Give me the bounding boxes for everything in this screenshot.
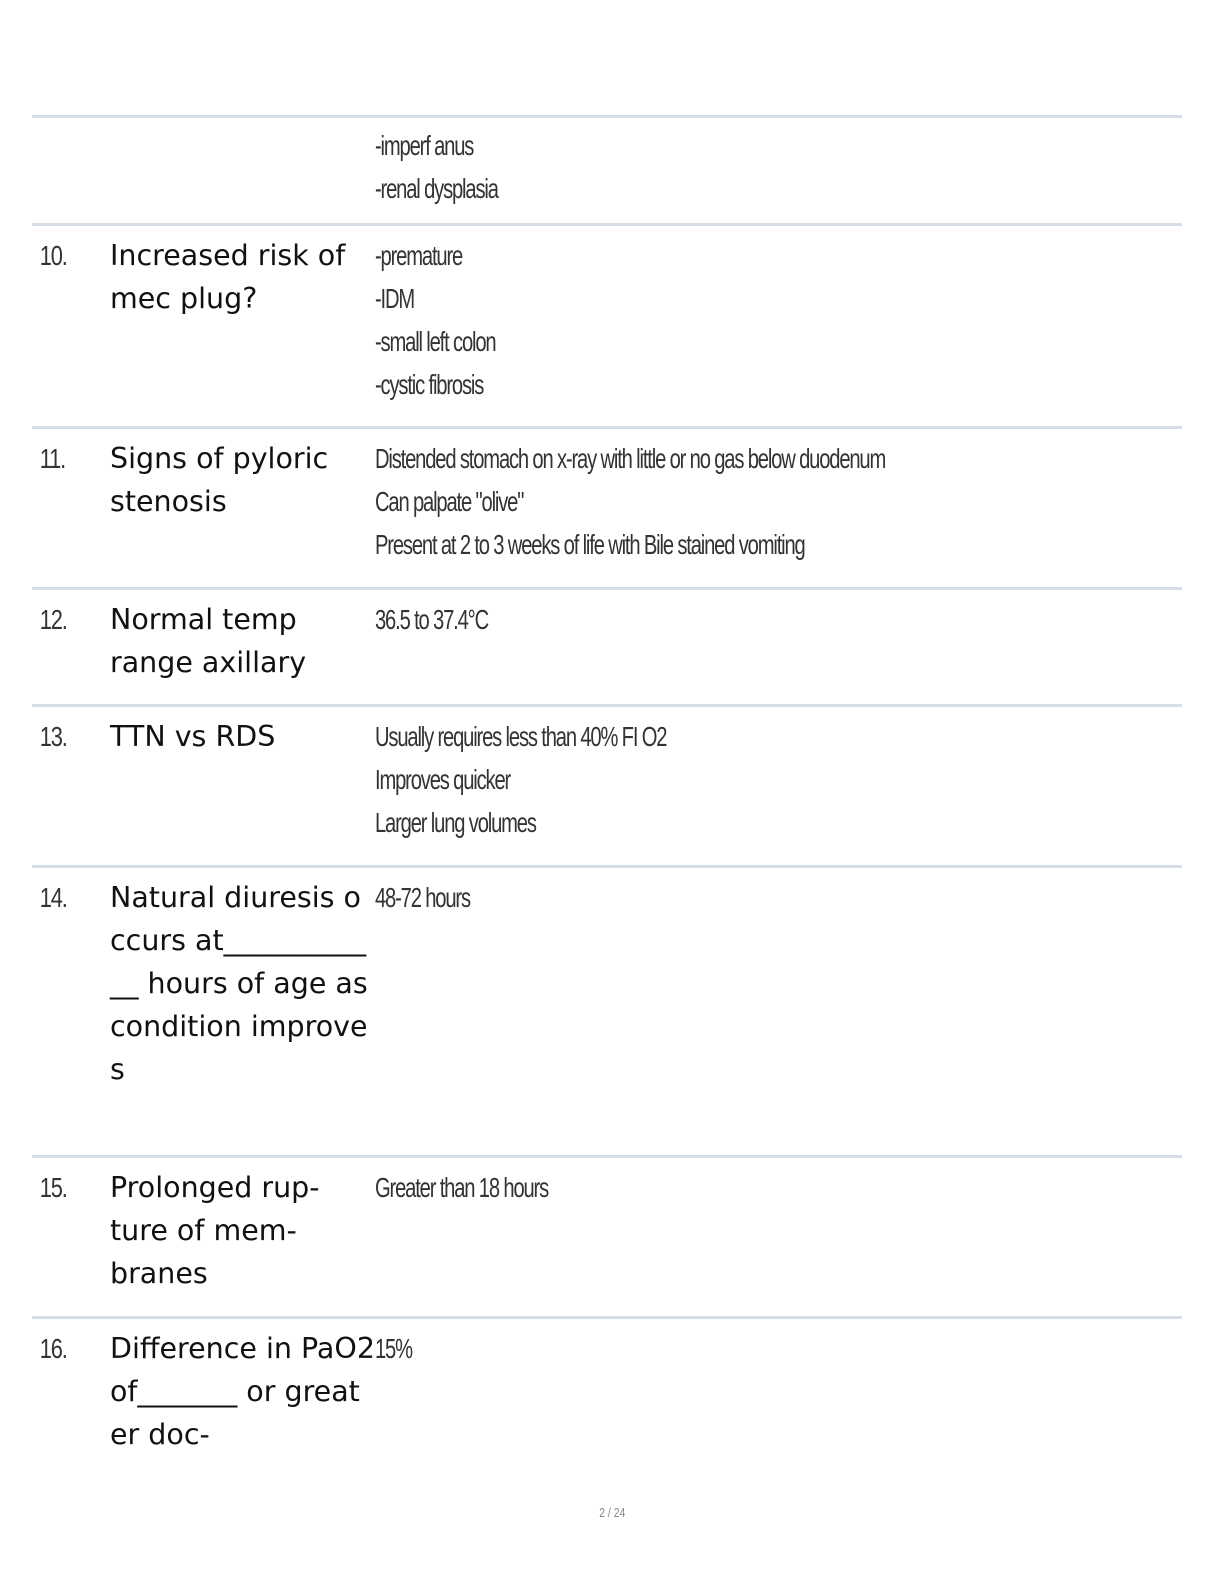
- row-number: 10.: [39, 240, 67, 271]
- row-number: 13.: [39, 721, 67, 752]
- row-definition: [375, 124, 1182, 223]
- table-row: [32, 1316, 1182, 1466]
- definition-line: Larger lung volumes: [375, 807, 536, 838]
- definition-line: Usually requires less than 40% FI O2: [375, 721, 667, 752]
- row-definition: [375, 598, 1182, 704]
- table-row: [32, 704, 1182, 865]
- flashcard-table: [32, 115, 1182, 1466]
- row-term: Signs of pyloric stenosis: [110, 442, 329, 518]
- definition-line: Can palpate "olive": [375, 486, 524, 517]
- row-term: Natural diuresis occurs at____________ hours of age as condition improves: [110, 881, 368, 1086]
- row-definition: [375, 876, 1182, 1155]
- definition-line: -imperf anus: [375, 130, 474, 161]
- definition-line: -cystic fibrosis: [375, 369, 484, 400]
- row-number: 11.: [39, 443, 66, 474]
- row-number: [32, 124, 93, 223]
- definition-line: -small left colon: [375, 326, 496, 357]
- table-row: [32, 587, 1182, 704]
- page-number: [0, 1505, 1224, 1520]
- row-definition: [375, 234, 1182, 426]
- table-row: [32, 115, 1182, 223]
- row-term: TTN vs RDS: [110, 720, 276, 753]
- row-number: 12.: [39, 604, 67, 635]
- row-term: Increased risk of mec plug?: [110, 239, 346, 315]
- definition-line: 48-72 hours: [375, 882, 470, 913]
- definition-line: Greater than 18 hours: [375, 1172, 549, 1203]
- definition-line: 36.5 to 37.4°C: [375, 604, 488, 635]
- table-row: [32, 223, 1182, 426]
- row-term: Difference in PaO2 of_______ or greater doc-: [110, 1332, 375, 1451]
- table-row: [32, 1155, 1182, 1316]
- definition-line: -IDM: [375, 283, 415, 314]
- definition-line: 15%: [375, 1333, 412, 1364]
- definition-line: Present at 2 to 3 weeks of life with Bile stained vomiting: [375, 529, 805, 560]
- row-definition: [375, 1166, 1182, 1316]
- row-number: 16.: [39, 1333, 67, 1364]
- row-definition: [375, 437, 1182, 587]
- definition-line: Distended stomach on x-ray with little or no gas below duodenum: [375, 443, 886, 474]
- definition-line: -premature: [375, 240, 463, 271]
- row-term: Normal temp range axillary: [110, 603, 307, 679]
- row-definition: [375, 715, 1182, 865]
- table-row: [32, 865, 1182, 1155]
- row-number: 15.: [39, 1172, 67, 1203]
- row-definition: [375, 1327, 1182, 1466]
- row-term: [110, 124, 375, 223]
- table-row: [32, 426, 1182, 587]
- row-term: Prolonged rup-ture of mem-branes: [110, 1171, 320, 1290]
- definition-line: -renal dysplasia: [375, 173, 498, 204]
- row-number: 14.: [39, 882, 67, 913]
- definition-line: Improves quicker: [375, 764, 511, 795]
- page-number-label: 2 / 24: [598, 1505, 626, 1520]
